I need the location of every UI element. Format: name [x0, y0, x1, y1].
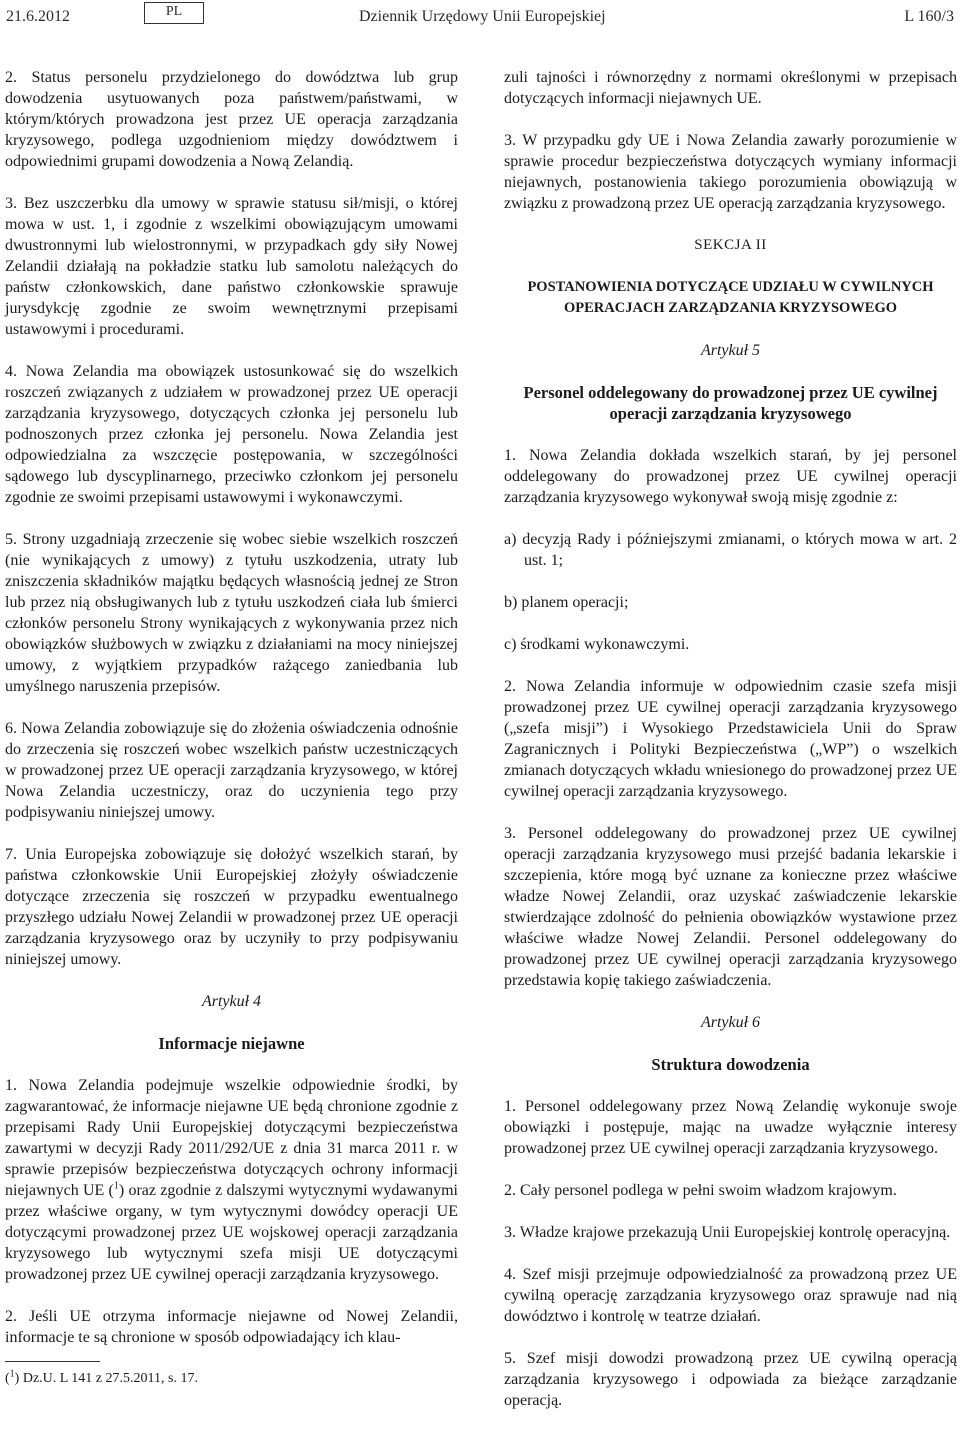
paragraph-5: 5. Strony uzgadniają zrzeczenie się wobec siebie wszelkich roszczeń (nie wynikających z umowy) z tytułu uszkodzenia, utraty lub zniszczenia składników majątku będących własnością jednej ze Stron lub przez nią obsługiwanych lub z tytułu uszkodzeń ciała lub śmierci członków personelu Strony wynikających z wykonywania przez nich obowiązków służbowych w związku z działaniami na mocy niniejszej umowy, z wyjątkiem przypadków rażącego zaniedbania lub umyślnego naruszenia przepisów. [5, 531, 458, 695]
section-title: POSTANOWIENIA DOTYCZĄCE UDZIAŁU W CYWILNYCH OPERACJACH ZARZĄDZANIA KRYZYSOWEGO [527, 279, 934, 316]
article-5-item-c: c) środkami wykonawczymi. [504, 636, 690, 653]
article-4-paragraph-3: 3. W przypadku gdy UE i Nowa Zelandia zawarły porozumienie w sprawie procedur bezpieczeństwa dotyczących wymiany informacji niejawnych, postanowienia takiego porozumienia obowiązują w związku z prowadzoną przez UE operacją zarządzania kryzysowego. [504, 132, 957, 212]
journal-title: Dziennik Urzędowy Unii Europejskiej [359, 8, 606, 25]
article-5-paragraph-3: 3. Personel oddelegowany do prowadzonej przez UE cywilnej operacji zarządzania kryzysowego musi przejść badania lekarskie i szczepienia, które mogą być uznane za konieczne przez właściwe władze Nowej Zelandii, oraz uzyskać zaświadczenie lekarskie stwierdzające zdolność do pełnienia obowiązków wystawione przez właściwe władze Nowej Zelandii. Personel oddelegowany do prowadzonej przez UE cywilnej operacji zarządzania kryzysowego przedstawia kopię takiego zaświadczenia. [504, 825, 957, 989]
left-column [5, 67, 458, 1369]
article-5-item-a: a) decyzją Rady i późniejszymi zmianami, o których mowa w art. 2 ust. 1; [504, 531, 957, 569]
article-6-paragraph-5: 5. Szef misji dowodzi prowadzoną przez UE cywilną operacją zarządzania kryzysowego i odpowiada za bieżące zarządzanie operacją. [504, 1350, 957, 1409]
right-column [504, 67, 957, 1432]
article-6-paragraph-1: 1. Personel oddelegowany przez Nową Zelandię wykonuje swoje obowiązki i postępuje, mając na uwadze wyłącznie interesy prowadzonej przez UE cywilnej operacji zarządzania kryzysowego. [504, 1098, 957, 1157]
footnote-divider [5, 1361, 100, 1362]
paragraph-6: 6. Nowa Zelandia zobowiązuje się do złożenia oświadczenia odnośnie do zrzeczenia się roszczeń wobec wszelkich państw uczestniczących w prowadzonej przez UE operacji zarządzania kryzysowego, w której Nowa Zelandia uczestniczy, oraz do uczynienia tego przy podpisywaniu niniejszej umowy. [5, 720, 458, 821]
article-4-paragraph-2: 2. Jeśli UE otrzyma informacje niejawne od Nowej Zelandii, informacje te są chronione w sposób odpowiadający ich klau- [5, 1308, 458, 1346]
article-4-paragraph-1 [5, 1075, 458, 1285]
article-6-paragraph-3: 3. Władze krajowe przekazują Unii Europejskiej kontrolę operacyjną. [504, 1224, 951, 1241]
article-6-title: Struktura dowodzenia [651, 1055, 810, 1074]
footnote-marker: 1 [9, 1368, 15, 1380]
paragraph-4: 4. Nowa Zelandia ma obowiązek ustosunkować się do wszelkich roszczeń związanych z udziałem w prowadzonej przez UE operacji zarządzania kryzysowego, dotyczących członka jej personelu lub podnoszonych przez członka jej personelu. Nowa Zelandia jest odpowiedzialna za wszczęcie postępowania, w szczególności sądowego lub dyscyplinarnego, przeciwko członkom jej personelu zgodnie ze swoimi przepisami ustawowymi i wykonawczymi. [5, 363, 458, 506]
language-badge: PL [144, 2, 204, 24]
article-5-paragraph-1: 1. Nowa Zelandia dokłada wszelkich starań, by jej personel oddelegowany do prowadzonej przez UE cywilnej operacji zarządzania kryzysowego wykonywał swoją misję zgodnie z: [504, 447, 957, 506]
footnote: ($^1$) Dz.U. L 141 z 27.5.2011, s. 17. [5, 1368, 198, 1386]
article-5-number: Artykuł 5 [700, 342, 761, 359]
article-4-paragraph-1-end: ) oraz zgodnie z dalszymi wytycznymi wydawanymi przez właściwe organy, w tym wytycznymi dowódcy operacji UE dotyczącymi prowadzonej przez UE wojskowej operacji zarządzania kryzysowego lub wytycznymi szefa misji UE dotyczącymi prowadzonej przez UE cywilnej operacji zarządzania kryzysowego. [5, 1182, 459, 1283]
page-header [6, 2, 954, 28]
article-5-title: Personel oddelegowany do prowadzonej przez UE cywilnej operacji zarządzania kryzysowego [523, 383, 938, 423]
article-4-number: Artykuł 4 [201, 993, 262, 1010]
paragraph-continuation: zuli tajności i równorzędny z normami określonymi w przepisach dotyczących informacji niejawnych UE. [504, 69, 957, 107]
article-5-item-b: b) planem operacji; [504, 594, 629, 611]
article-6-paragraph-4: 4. Szef misji przejmuje odpowiedzialność za prowadzoną przez UE cywilną operację zarządzania kryzysowego oraz sprawuje nad nią dowództwo i kontrolę w teatrze działań. [504, 1266, 957, 1325]
article-6-number: Artykuł 6 [700, 1014, 761, 1031]
page-number: L 160/3 [904, 8, 954, 25]
paragraph-7: 7. Unia Europejska zobowiązuje się dołożyć wszelkich starań, by państwa członkowskie Unii Europejskiej złożyły oświadczenie dotyczące zrzeczenia się roszczeń w przypadku ewentualnego przyszłego udziału Nowej Zelandii w prowadzonej przez UE operacji zarządzania kryzysowego oraz by uczyniły to przy podpisywaniu niniejszej umowy. [5, 846, 458, 968]
paragraph-2: 2. Status personelu przydzielonego do dowództwa lub grup dowodzenia usytuowanych poza państwem/państwami, w którym/których prowadzona jest przez UE operacja zarządzania kryzysowego, podlega uzgodnieniom między dowództwem i odpowiednimi grupami dowodzenia a Nową Zelandią. [5, 69, 458, 170]
publication-date: 21.6.2012 [6, 8, 70, 25]
article-4-title: Informacje niejawne [158, 1034, 305, 1053]
article-4-paragraph-1-start: 1. Nowa Zelandia podejmuje wszelkie odpowiednie środki, by zagwarantować, że informacje niejawne UE będą chronione zgodnie z przepisami Rady Unii Europejskiej dotyczącymi bezpieczeństwa zawartymi w decyzji Rady 2011/292/UE z dnia 31 marca 2011 r. w sprawie przepisów bezpieczeństwa dotyczących ochrony informacji niejawnych UE ( [5, 1077, 458, 1199]
article-6-paragraph-2: 2. Cały personel podlega w pełni swoim władzom krajowym. [504, 1182, 897, 1199]
footnote-reference[interactable]: 1 [113, 1180, 119, 1192]
footnote-text: Dz.U. L 141 z 27.5.2011, s. 17. [22, 1371, 198, 1386]
article-5-paragraph-2: 2. Nowa Zelandia informuje w odpowiednim czasie szefa misji prowadzonej przez UE cywilnej operacji zarządzania kryzysowego („szefa misji”) i Wysokiego Przedstawiciela Unii do Spraw Zagranicznych i Polityki Bezpieczeństwa („WP”) o wszelkich zmianach dotyczących wkładu wniesionego do prowadzonej przez UE cywilnej operacji zarządzania kryzysowego. [504, 678, 957, 800]
section-label: SEKCJA II [694, 237, 767, 253]
paragraph-3: 3. Bez uszczerbku dla umowy w sprawie statusu sił/misji, o której mowa w ust. 1, i zgodnie z wszelkimi obowiązującym umowami dwustronnymi lub wielostronnymi, w przypadkach gdy siły Nowej Zelandii działają na pokładzie statku lub samolotu należących do państw członkowskich, dane państwo członkowskie sprawuje jurysdykcję zgodnie ze swoim wewnętrznymi przepisami ustawowymi i procedurami. [5, 195, 458, 338]
